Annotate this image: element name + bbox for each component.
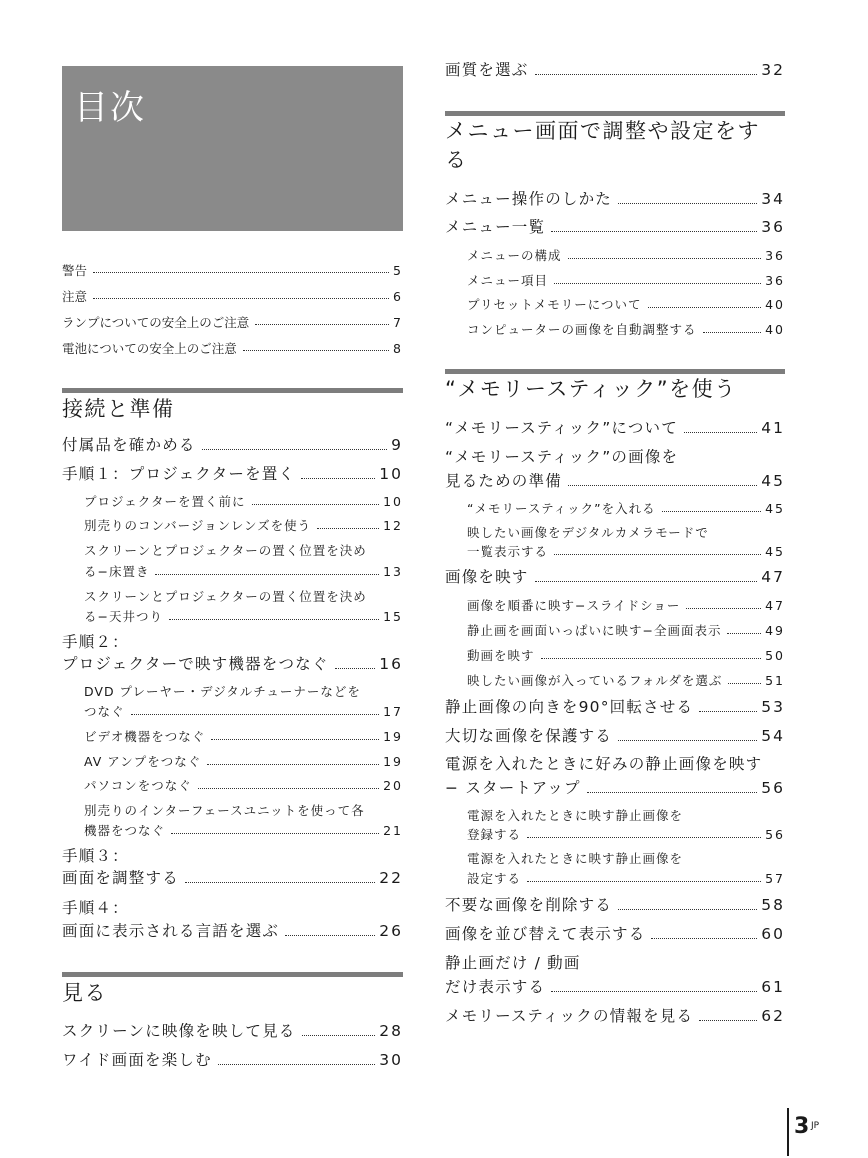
entry-title: 注意: [62, 289, 88, 304]
entry-page: 15: [383, 609, 403, 624]
toc-subentry-line1: スクリーンとプロジェクターの置く位置を決め: [84, 543, 367, 558]
entry-page: 13: [383, 564, 403, 579]
entry-page: 45: [765, 501, 785, 516]
entry-title: 警告: [62, 263, 88, 278]
dot-leader: [662, 511, 762, 512]
entry-title: “メモリースティック”を入れる: [467, 501, 656, 516]
entry-page: 49: [765, 623, 785, 638]
entry-title: 付属品を確かめる: [62, 436, 196, 454]
toc-entry[interactable]: [62, 1052, 403, 1070]
toc-entry[interactable]: [62, 656, 403, 674]
entry-title: ワイド画面を楽しむ: [62, 1051, 212, 1069]
entry-title: つなぐ: [84, 704, 125, 719]
toc-entry-line1: 電源を入れたときに好みの静止画像を映す: [445, 755, 763, 773]
entry-page: 9: [391, 436, 403, 454]
toc-subentry[interactable]: [445, 828, 785, 842]
entry-title: 見るための準備: [445, 472, 562, 490]
entry-page: 56: [761, 779, 785, 797]
entry-title: 設定する: [467, 871, 522, 886]
toc-subentry[interactable]: [62, 755, 403, 769]
toc-entry[interactable]: [445, 191, 785, 209]
dot-leader: [699, 1020, 757, 1021]
entry-title: プリセットメモリーについて: [467, 297, 642, 312]
entry-title: 一覧表示する: [467, 544, 549, 559]
toc-entry[interactable]: [445, 897, 785, 915]
entry-page: 10: [383, 494, 403, 509]
entry-page: 10: [379, 465, 403, 483]
entry-title: る−天井つり: [84, 609, 163, 624]
entry-page: 45: [761, 472, 785, 490]
toc-subentry[interactable]: [62, 565, 403, 579]
toc-subentry[interactable]: [62, 519, 403, 533]
dot-leader: [301, 478, 375, 479]
toc-entry[interactable]: [445, 473, 785, 491]
toc-entry[interactable]: [445, 569, 785, 587]
toc-entry-line1: “メモリースティック”の画像を: [445, 448, 679, 466]
dot-leader: [335, 668, 376, 669]
entry-page: 56: [765, 827, 785, 842]
entry-page: 57: [765, 871, 785, 886]
toc-subentry[interactable]: [445, 502, 785, 516]
section-title-view: 見る: [62, 981, 107, 1005]
entry-page: 62: [761, 1007, 785, 1025]
toc-subentry[interactable]: [62, 610, 403, 624]
entry-title: 画像を順番に映す−スライドショー: [467, 598, 681, 613]
entry-page: 19: [383, 754, 403, 769]
entry-title: 不要な画像を削除する: [445, 896, 613, 914]
entry-page: 22: [379, 869, 403, 887]
toc-subentry[interactable]: [445, 274, 785, 288]
dot-leader: [535, 74, 758, 75]
dot-leader: [255, 324, 389, 325]
entry-title: 別売りのコンバージョンレンズを使う: [84, 518, 312, 533]
entry-title: 動画を映す: [467, 648, 535, 663]
dot-leader: [618, 909, 757, 910]
entry-title: プロジェクターを置く前に: [84, 494, 246, 509]
dot-leader: [171, 833, 379, 834]
entry-title: 電池についての安全上のご注意: [62, 341, 237, 356]
toc-entry[interactable]: [445, 728, 785, 746]
toc-subentry-line1: 別売りのインターフェースユニットを使って各: [84, 803, 365, 818]
toc-subentry[interactable]: [445, 249, 785, 263]
toc-entry-line1: 手順３：: [62, 847, 129, 865]
entry-page: 36: [761, 218, 785, 236]
dot-leader: [169, 619, 379, 620]
dot-leader: [527, 837, 761, 838]
dot-leader: [686, 608, 761, 609]
dot-leader: [684, 432, 757, 433]
page-number-divider: [787, 1108, 789, 1156]
toc-entry[interactable]: [445, 699, 785, 717]
toc-subentry[interactable]: [445, 323, 785, 337]
dot-leader: [527, 881, 761, 882]
entry-page: 47: [765, 598, 785, 613]
entry-page: 12: [383, 518, 403, 533]
entry-page: 19: [383, 729, 403, 744]
toc-entry-line1: 静止画だけ / 動画: [445, 954, 581, 972]
dot-leader: [568, 485, 757, 486]
entry-page: 40: [765, 297, 785, 312]
toc-subentry-line1: スクリーンとプロジェクターの置く位置を決め: [84, 589, 367, 604]
entry-title: コンピューターの画像を自動調整する: [467, 322, 697, 337]
entry-title: 静止画を画面いっぱいに映す−全画面表示: [467, 623, 722, 638]
toc-subentry[interactable]: [445, 649, 785, 663]
toc-subentry[interactable]: [62, 705, 403, 719]
dot-leader: [93, 272, 389, 273]
dot-leader: [618, 203, 757, 204]
toc-entry-warning[interactable]: [62, 264, 403, 278]
dot-leader: [648, 307, 762, 308]
section-rule: [62, 388, 403, 393]
entry-page: 7: [393, 315, 403, 330]
toc-entry[interactable]: [445, 219, 785, 237]
entry-page: 30: [379, 1051, 403, 1069]
toc-entry[interactable]: [62, 1023, 403, 1041]
entry-title: メニュー操作のしかた: [445, 190, 613, 208]
dot-leader: [728, 683, 761, 684]
section-title-memory-stick: “メモリースティック”を使う: [445, 377, 737, 401]
toc-entry[interactable]: [62, 870, 403, 888]
toc-entry-caution[interactable]: [62, 290, 403, 304]
entry-page: 60: [761, 925, 785, 943]
entry-title: ビデオ機器をつなぐ: [84, 729, 206, 744]
dot-leader: [554, 554, 761, 555]
entry-page: 28: [379, 1022, 403, 1040]
entry-page: 6: [393, 289, 403, 304]
dot-leader: [285, 935, 375, 936]
dot-leader: [727, 633, 761, 634]
entry-title: ランプについての安全上のご注意: [62, 315, 250, 330]
entry-page: 36: [765, 248, 785, 263]
section-rule: [62, 972, 403, 977]
page-number: 3: [794, 1114, 810, 1139]
entry-page: 41: [761, 419, 785, 437]
dot-leader: [317, 528, 379, 529]
dot-leader: [541, 658, 762, 659]
dot-leader: [202, 449, 388, 450]
toc-entry[interactable]: [445, 926, 785, 944]
entry-title: 画面を調整する: [62, 869, 179, 887]
toc-entry-battery-safety[interactable]: [62, 342, 403, 356]
dot-leader: [568, 258, 762, 259]
entry-page: 53: [761, 698, 785, 716]
section-rule: [445, 111, 785, 116]
entry-page: 51: [765, 673, 785, 688]
dot-leader: [618, 740, 757, 741]
entry-title: 画像を映す: [445, 568, 529, 586]
dot-leader: [699, 711, 757, 712]
entry-page: 50: [765, 648, 785, 663]
toc-subentry-line1: 電源を入れたときに映す静止画像を: [467, 808, 684, 823]
entry-title: “メモリースティック”について: [445, 419, 678, 437]
entry-title: パソコンをつなぐ: [84, 778, 192, 793]
entry-title: だけ表示する: [445, 978, 546, 996]
entry-title: 静止画像の向きを90°回転させる: [445, 698, 694, 716]
dot-leader: [93, 298, 389, 299]
entry-page: 16: [379, 655, 403, 673]
entry-title: メニューの構成: [467, 248, 562, 263]
entry-title: 機器をつなぐ: [84, 823, 166, 838]
entry-page: 54: [761, 727, 785, 745]
dot-leader: [243, 350, 389, 351]
dot-leader: [155, 574, 379, 575]
dot-leader: [198, 788, 379, 789]
entry-title: 手順１：プロジェクターを置く: [62, 465, 296, 483]
toc-title: 目次: [74, 88, 146, 128]
entry-title: メモリースティックの情報を見る: [445, 1007, 694, 1025]
toc-subentry[interactable]: [445, 298, 785, 312]
toc-entry-line1: 手順４：: [62, 899, 129, 917]
toc-entry-line1: 手順２：: [62, 633, 129, 651]
toc-subentry-line1: DVD プレーヤー・デジタルチューナーなどを: [84, 684, 361, 699]
entry-page: 45: [765, 544, 785, 559]
entry-title: 登録する: [467, 827, 522, 842]
entry-title: 画面に表示される言語を選ぶ: [62, 922, 280, 940]
toc-entry[interactable]: [445, 780, 785, 798]
entry-page: 20: [383, 778, 403, 793]
dot-leader: [551, 231, 757, 232]
entry-title: メニュー項目: [467, 273, 549, 288]
dot-leader: [207, 764, 379, 765]
entry-title: 映したい画像が入っているフォルダを選ぶ: [467, 673, 723, 688]
dot-leader: [551, 991, 757, 992]
toc-entry-image-quality[interactable]: [445, 62, 785, 80]
entry-page: 61: [761, 978, 785, 996]
toc-subentry[interactable]: [62, 824, 403, 838]
toc-subentry[interactable]: [62, 730, 403, 744]
entry-title: プロジェクターで映す機器をつなぐ: [62, 655, 329, 673]
dot-leader: [185, 882, 375, 883]
dot-leader: [252, 504, 380, 505]
toc-subentry[interactable]: [445, 872, 785, 886]
toc-subentry[interactable]: [62, 495, 403, 509]
entry-title: 画質を選ぶ: [445, 61, 529, 79]
toc-subentry-line1: 電源を入れたときに映す静止画像を: [467, 851, 684, 866]
entry-title: AV アンプをつなぐ: [84, 754, 202, 769]
dot-leader: [211, 739, 379, 740]
entry-page: 58: [761, 896, 785, 914]
entry-page: 17: [383, 704, 403, 719]
toc-subentry[interactable]: [445, 624, 785, 638]
section-title-menu: メニュー画面で調整や設定をす: [445, 119, 760, 143]
toc-subentry[interactable]: [445, 599, 785, 613]
toc-subentry[interactable]: [445, 674, 785, 688]
entry-page: 34: [761, 190, 785, 208]
entry-title: − スタートアップ: [445, 779, 581, 797]
entry-page: 21: [383, 823, 403, 838]
section-title-setup: 接続と準備: [62, 397, 175, 421]
toc-entry[interactable]: [62, 466, 403, 484]
entry-page: 26: [379, 922, 403, 940]
toc-entry[interactable]: [445, 979, 785, 997]
section-rule: [445, 369, 785, 374]
toc-subentry-line1: 映したい画像をデジタルカメラモードで: [467, 525, 709, 540]
entry-title: る−床置き: [84, 564, 150, 579]
dot-leader: [218, 1064, 375, 1065]
dot-leader: [703, 332, 762, 333]
dot-leader: [554, 283, 761, 284]
dot-leader: [131, 714, 380, 715]
entry-title: スクリーンに映像を映して見る: [62, 1022, 296, 1040]
page-number-suffix: JP: [811, 1121, 820, 1131]
dot-leader: [651, 938, 757, 939]
section-title-menu-line2: る: [445, 148, 468, 172]
entry-page: 8: [393, 341, 403, 356]
entry-page: 40: [765, 322, 785, 337]
entry-title: 画像を並び替えて表示する: [445, 925, 646, 943]
toc-entry[interactable]: [62, 923, 403, 941]
toc-subentry[interactable]: [445, 545, 785, 559]
toc-entry[interactable]: [445, 1008, 785, 1026]
dot-leader: [535, 581, 758, 582]
entry-title: 大切な画像を保護する: [445, 727, 613, 745]
entry-page: 47: [761, 568, 785, 586]
dot-leader: [302, 1035, 376, 1036]
toc-title-box: [62, 66, 403, 231]
toc-entry[interactable]: [62, 437, 403, 455]
toc-subentry[interactable]: [62, 779, 403, 793]
toc-entry-lamp-safety[interactable]: [62, 316, 403, 330]
entry-page: 32: [761, 61, 785, 79]
dot-leader: [587, 792, 758, 793]
entry-page: 5: [393, 263, 403, 278]
entry-title: メニュー一覧: [445, 218, 546, 236]
entry-page: 36: [765, 273, 785, 288]
toc-entry[interactable]: [445, 420, 785, 438]
